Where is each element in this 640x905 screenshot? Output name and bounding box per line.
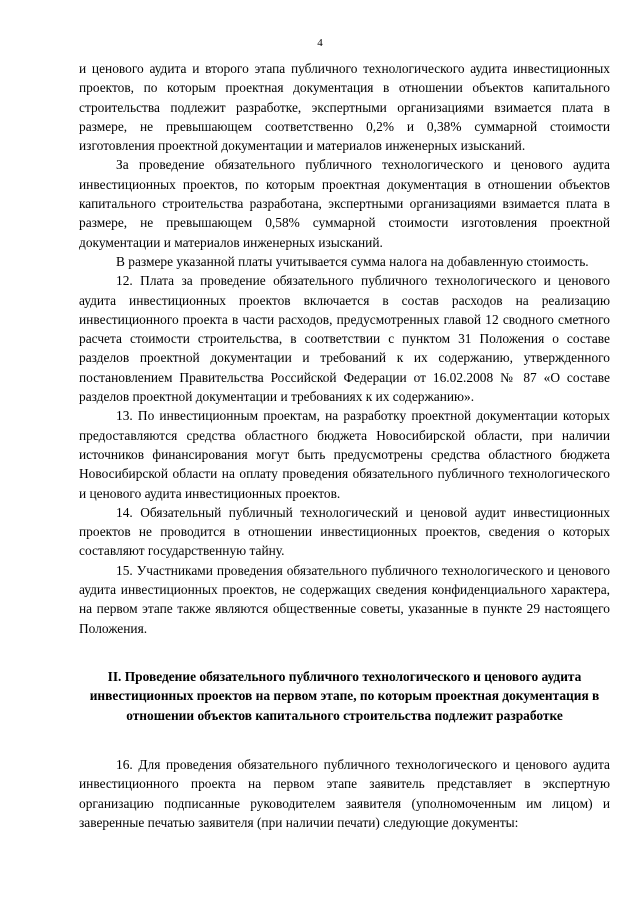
document-body: [79, 59, 610, 832]
paragraph-item-16: 16. Для проведения обязательного публичного технологического и ценового аудита инвестиционного проекта на первом этапе заявитель представляет в экспертную организацию подписанные руководителем заявителя (уполномоченным им лицом) и заверенные печатью заявителя (при наличии печати) следующие документы:: [79, 757, 610, 831]
paragraph-item-14: 14. Обязательный публичный технологический и ценовой аудит инвестиционных проектов не проводится в отношении инвестиционных проектов, сведения о которых составляют государственную тайну.: [79, 504, 610, 559]
paragraph-continued: и ценового аудита и второго этапа публичного технологического аудита инвестиционных проектов, по которым проектная документация в отношении объектов капитального строительства подлежит разработке, экспертными организациями взимается плата в размере, не превышающем соответственно 0,2% и 0,38% суммарной стоимости изготовления проектной документации и материалов инженерных изысканий.: [79, 61, 610, 154]
paragraph-item-12: 12. Плата за проведение обязательного публичного технологического и ценового аудита инвестиционных проектов включается в состав расходов на реализацию инвестиционного проекта в части расходов, предусмотренных главой 12 сводного сметного расчета стоимости строительства, в соответствии с пунктом 31 Положения о составе разделов проектной документации и требований к их содержанию, утвержденного постановлением Правительства Российской Федерации от 16.02.2008 № 87 «О составе разделов проектной документации и требованиях к их содержанию».: [79, 273, 610, 405]
page-number: 4: [317, 37, 323, 49]
paragraph-item-15: 15. Участниками проведения обязательного публичного технологического и ценового аудита инвестиционных проектов, не содержащих сведения конфиденциального характера, на первом этапе также являются общественные советы, указанные в пункте 29 настоящего Положения.: [79, 562, 610, 636]
section-heading: II. Проведение обязательного публичного технологического и ценового аудита инвестиционных проектов на первом этапе, по которым проектная документация в отношении объектов капитального строительства подлежит разработке: [89, 668, 600, 723]
paragraph-vat: В размере указанной платы учитывается сумма налога на добавленную стоимость.: [116, 253, 589, 269]
paragraph-fee-developed: За проведение обязательного публичного технологического и ценового аудита инвестиционных проектов, по которым проектная документация в отношении объектов капитального строительства разработана, экспертными организациями взимается плата в размере, не превышающем 0,58% суммарной стоимости изготовления проектной документации и материалов инженерных изысканий.: [79, 157, 610, 250]
paragraph-item-13: 13. По инвестиционным проектам, на разработку проектной документации которых предоставляются средства областного бюджета Новосибирской области, при наличии источников финансирования могут быть предусмотрены средства областного бюджета Новосибирской области на оплату проведения обязательного публичного технологического и ценового аудита инвестиционных проектов.: [79, 408, 610, 501]
